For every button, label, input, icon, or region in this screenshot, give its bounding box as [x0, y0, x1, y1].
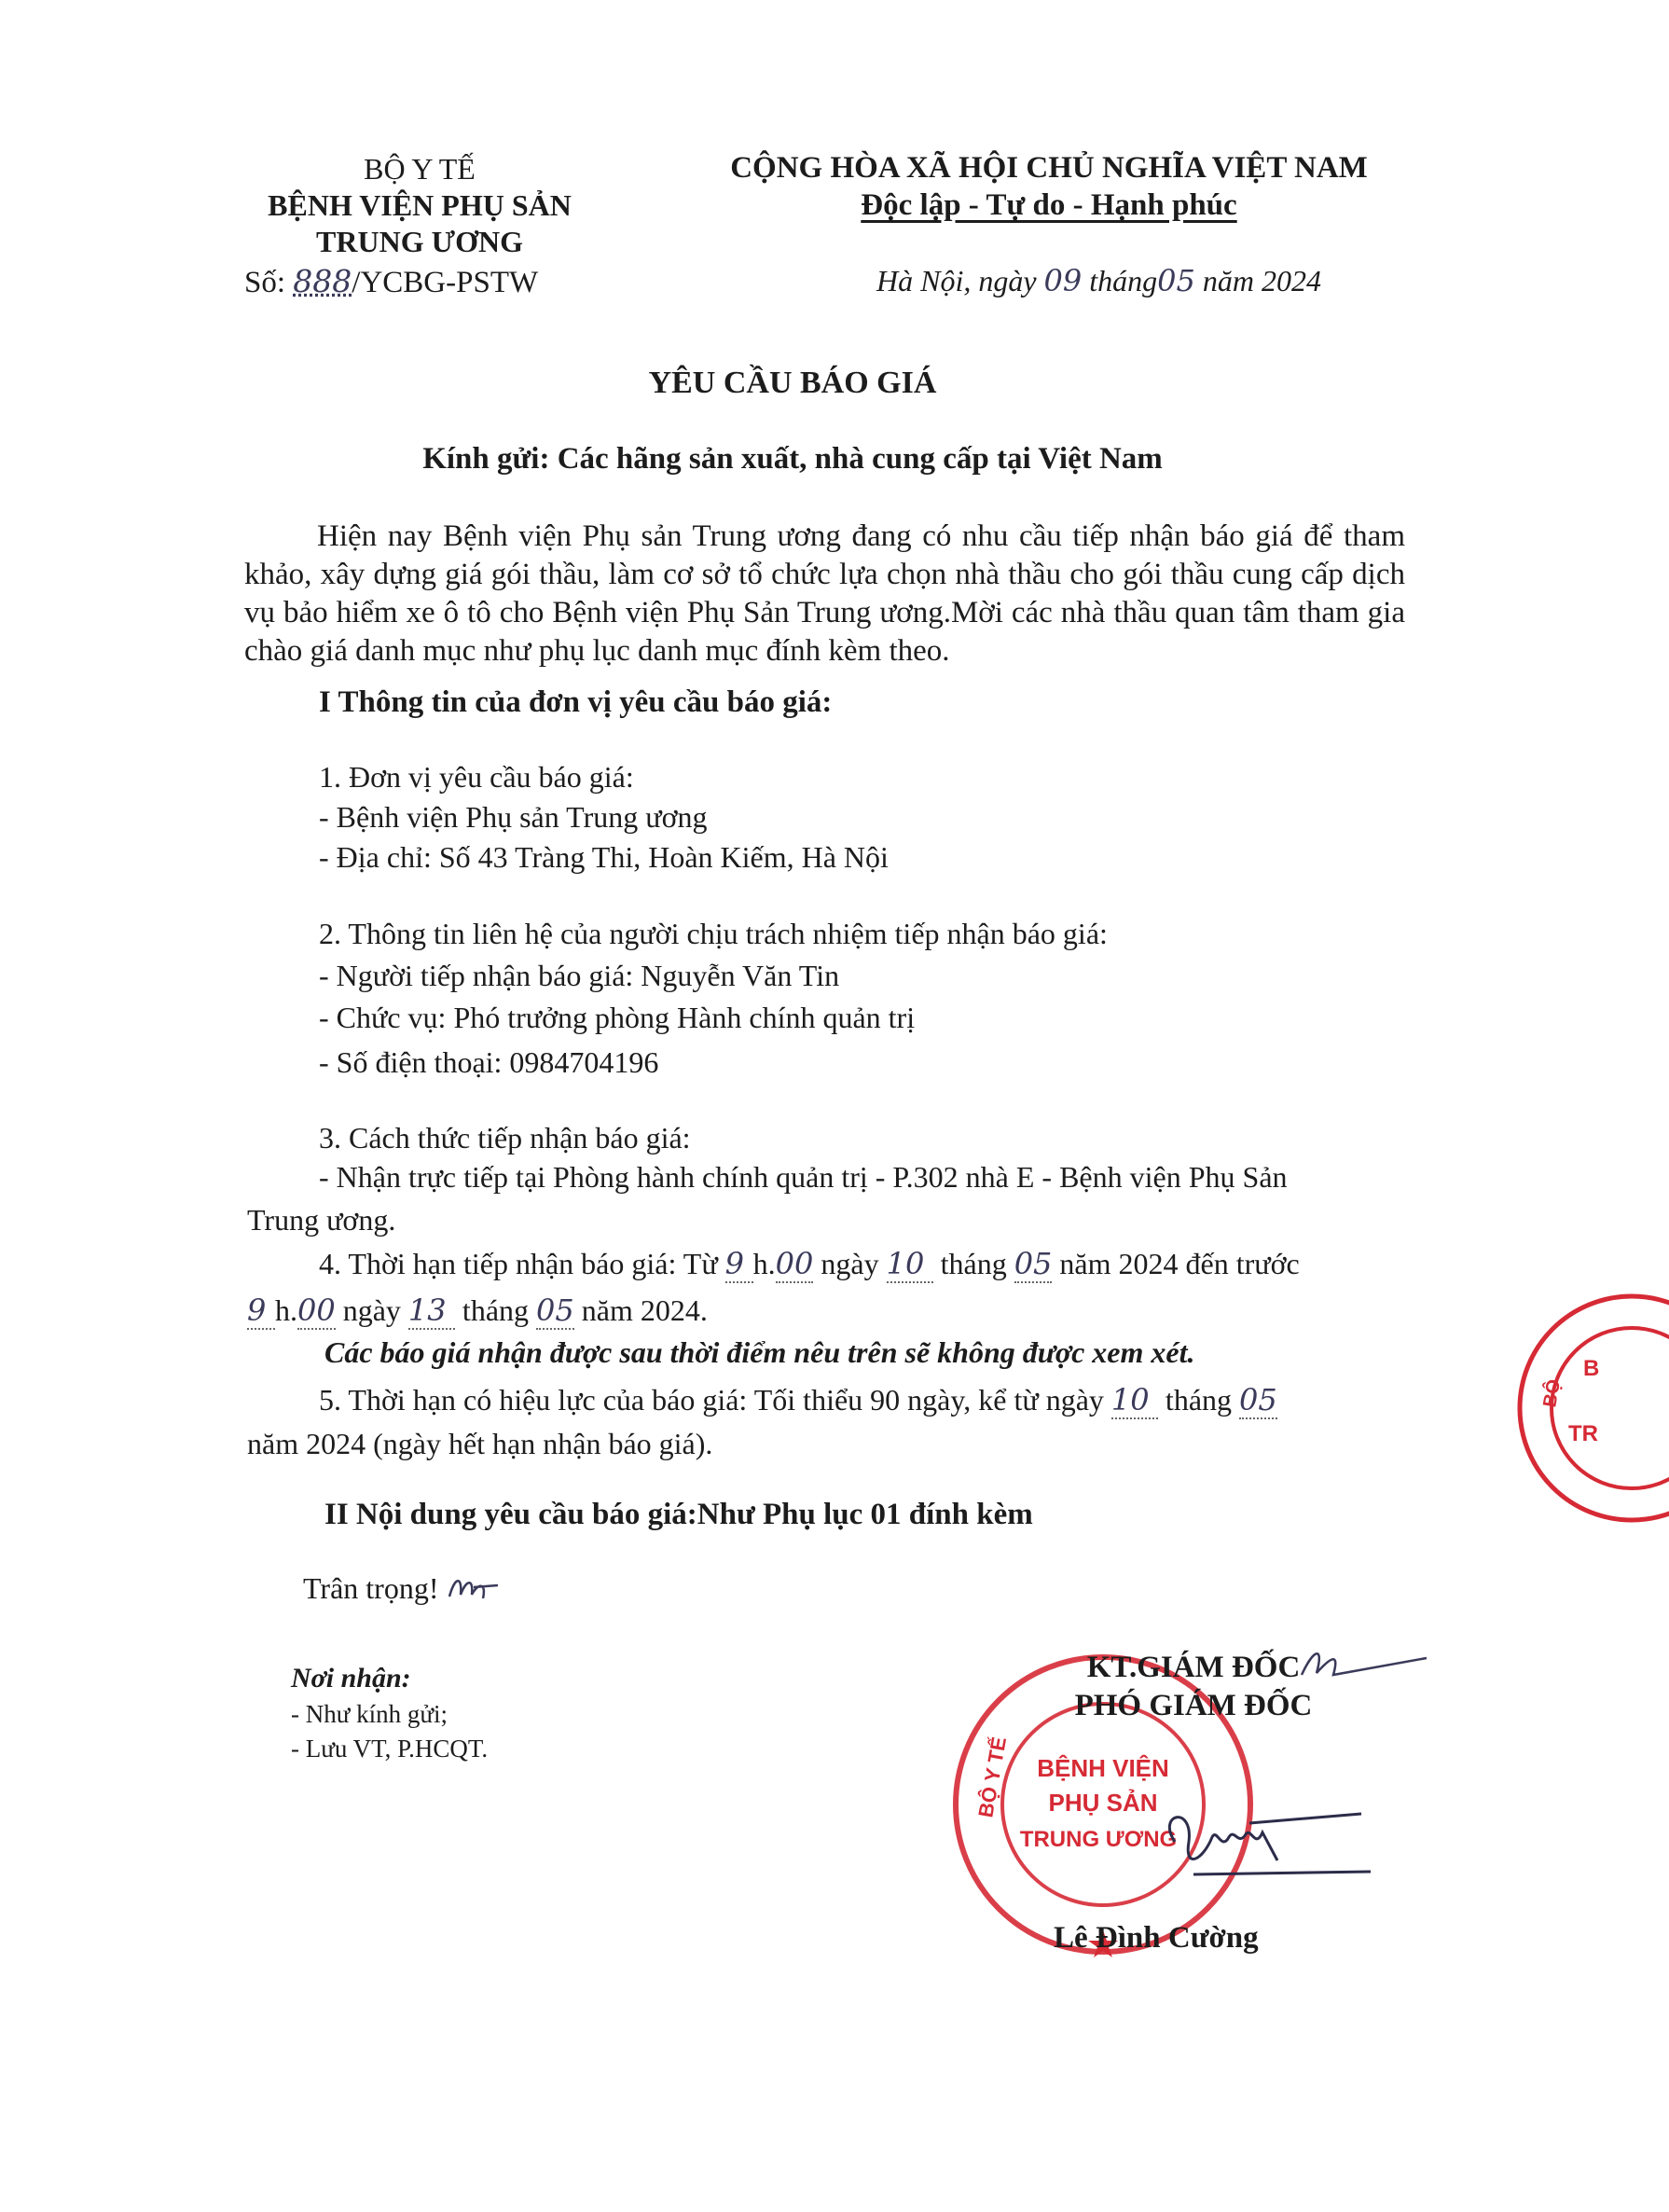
item5-month: 05	[1239, 1382, 1277, 1417]
edge-seal-fragment	[1483, 1278, 1669, 1539]
date-line	[876, 263, 1321, 298]
item2-phone: - Số điện thoại: 0984704196	[319, 1045, 659, 1079]
item5-line1	[319, 1382, 1277, 1419]
initials-mark	[446, 1570, 502, 1604]
initials-signature	[1296, 1638, 1436, 1694]
item4-end-h-label: h.	[275, 1293, 297, 1327]
signer-role1: KT.GIÁM ĐỐC	[1086, 1651, 1301, 1684]
item4-end-month: 05	[536, 1293, 574, 1328]
signer-name: Lê Đình Cường	[1054, 1921, 1259, 1955]
item4-line1	[319, 1246, 1300, 1283]
item2-person: - Người tiếp nhận báo giá: Nguyễn Văn Tin	[319, 959, 840, 992]
ministry-name: BỘ Y TẾ	[364, 152, 476, 186]
signer-role2: PHÓ GIÁM ĐỐC	[1074, 1689, 1313, 1722]
recipient-line: Kính gửi: Các hãng sản xuất, nhà cung cấp tại Việt Nam	[422, 442, 1163, 476]
deadline-notice: Các báo giá nhận được sau thời điểm nêu trên sẽ không được xem xét.	[324, 1335, 1195, 1369]
intro-paragraph: Hiện nay Bệnh viện Phụ sản Trung ương đang có nhu cầu tiếp nhận báo giá để tham khảo, xây dựng giá gói thầu, làm cơ sở tổ chức lựa chọn nhà thầu cho gói thầu cung cấp dịch vụ bảo hiểm xe ô tô cho Bệnh viện Phụ Sản Trung ương.Mời các nhà thầu quan tâm tham gia chào giá danh mục như phụ lục danh mục đính kèm theo.	[244, 519, 1405, 668]
item5-line2: năm 2024 (ngày hết hạn nhận báo giá).	[247, 1427, 713, 1460]
item5-day: 10	[1111, 1382, 1158, 1419]
seal-line2: PHỤ SẢN	[1048, 1789, 1158, 1817]
national-heading	[709, 149, 1389, 224]
item4-start-month: 05	[1014, 1246, 1053, 1281]
item3-title: 3. Cách thức tiếp nhận báo giá:	[319, 1121, 691, 1154]
national-motto: Độc lập - Tự do - Hạnh phúc	[861, 188, 1237, 222]
item5-month-label: tháng	[1165, 1383, 1233, 1417]
svg-text:B: B	[1583, 1356, 1600, 1381]
date-day: 09	[1043, 263, 1083, 298]
closing	[303, 1570, 502, 1606]
svg-text:TR: TR	[1568, 1421, 1598, 1446]
handwritten-signature	[1138, 1786, 1380, 1888]
item4-start-day: 10	[887, 1246, 933, 1283]
date-year: năm 2024	[1202, 264, 1321, 297]
number-value: 888	[293, 263, 352, 299]
item2-position: - Chức vụ: Phó trưởng phòng Hành chính quản trị	[319, 1001, 916, 1034]
svg-text:BỘ Y TẾ: BỘ Y TẾ	[973, 1735, 1012, 1819]
item4-start-hour: 9	[725, 1246, 753, 1283]
item3-line1: - Nhận trực tiếp tại Phòng hành chính quản trị - P.302 nhà E - Bệnh viện Phụ Sản	[319, 1160, 1288, 1194]
recipients-heading: Nơi nhận:	[291, 1663, 411, 1694]
item4-start-minute: 00	[775, 1246, 814, 1281]
recipients-line2: - Lưu VT, P.HCQT.	[291, 1735, 489, 1763]
item1-organization: - Bệnh viện Phụ sản Trung ương	[319, 800, 708, 834]
item4-mid: năm 2024 đến trước	[1059, 1247, 1300, 1280]
number-prefix: Số:	[244, 266, 286, 299]
seal-line1: BỆNH VIỆN	[1037, 1754, 1169, 1782]
issuing-authority	[214, 151, 625, 260]
recipients-block	[291, 1660, 488, 1766]
item4-day-label: ngày	[821, 1247, 879, 1280]
item4-prefix: 4. Thời hạn tiếp nhận báo giá: Từ	[319, 1247, 718, 1280]
date-month: 05	[1157, 263, 1195, 298]
item4-end-minute: 00	[297, 1293, 336, 1328]
number-suffix: /YCBG-PSTW	[352, 266, 539, 299]
item1-address: - Địa chỉ: Số 43 Tràng Thi, Hoàn Kiếm, Hà Nội	[319, 840, 889, 874]
item2-title: 2. Thông tin liên hệ của người chịu trách nhiệm tiếp nhận báo giá:	[319, 917, 1108, 950]
recipients-line1: - Như kính gửi;	[291, 1700, 448, 1728]
item4-end-month-label: tháng	[462, 1293, 530, 1327]
document-number	[244, 263, 538, 300]
section-2-heading: II Nội dung yêu cầu báo giá:Như Phụ lục 01 đính kèm	[324, 1498, 1033, 1531]
organization-name-line2: TRUNG ƯƠNG	[316, 225, 523, 258]
date-place: Hà Nội, ngày	[876, 264, 1037, 297]
seal-line3: TRUNG ƯƠNG	[1019, 1827, 1178, 1852]
item4-end-day: 13	[408, 1293, 455, 1330]
item4-month-label: tháng	[940, 1247, 1007, 1280]
item4-end-hour: 9	[247, 1293, 275, 1330]
organization-name-line1: BỆNH VIỆN PHỤ SẢN	[268, 188, 572, 222]
document-title: YÊU CẦU BÁO GIÁ	[648, 366, 937, 400]
svg-text:BỘ: BỘ	[1539, 1377, 1566, 1409]
item1-title: 1. Đơn vị yêu cầu báo giá:	[319, 760, 634, 794]
item4-h-label: h.	[752, 1247, 776, 1280]
closing-text: Trân trọng!	[303, 1571, 439, 1605]
date-month-label: tháng	[1089, 264, 1158, 297]
nation-name: CỘNG HÒA XÃ HỘI CHỦ NGHĨA VIỆT NAM	[730, 151, 1368, 185]
item4-line2	[247, 1293, 708, 1330]
item4-end-day-label: ngày	[342, 1293, 401, 1327]
item4-end-year: năm 2024.	[581, 1293, 708, 1327]
section-1-heading: I Thông tin của đơn vị yêu cầu báo giá:	[319, 685, 833, 719]
item5-prefix: 5. Thời hạn có hiệu lực của báo giá: Tối thiểu 90 ngày, kể từ ngày	[319, 1383, 1104, 1417]
item3-line2: Trung ương.	[247, 1203, 396, 1237]
